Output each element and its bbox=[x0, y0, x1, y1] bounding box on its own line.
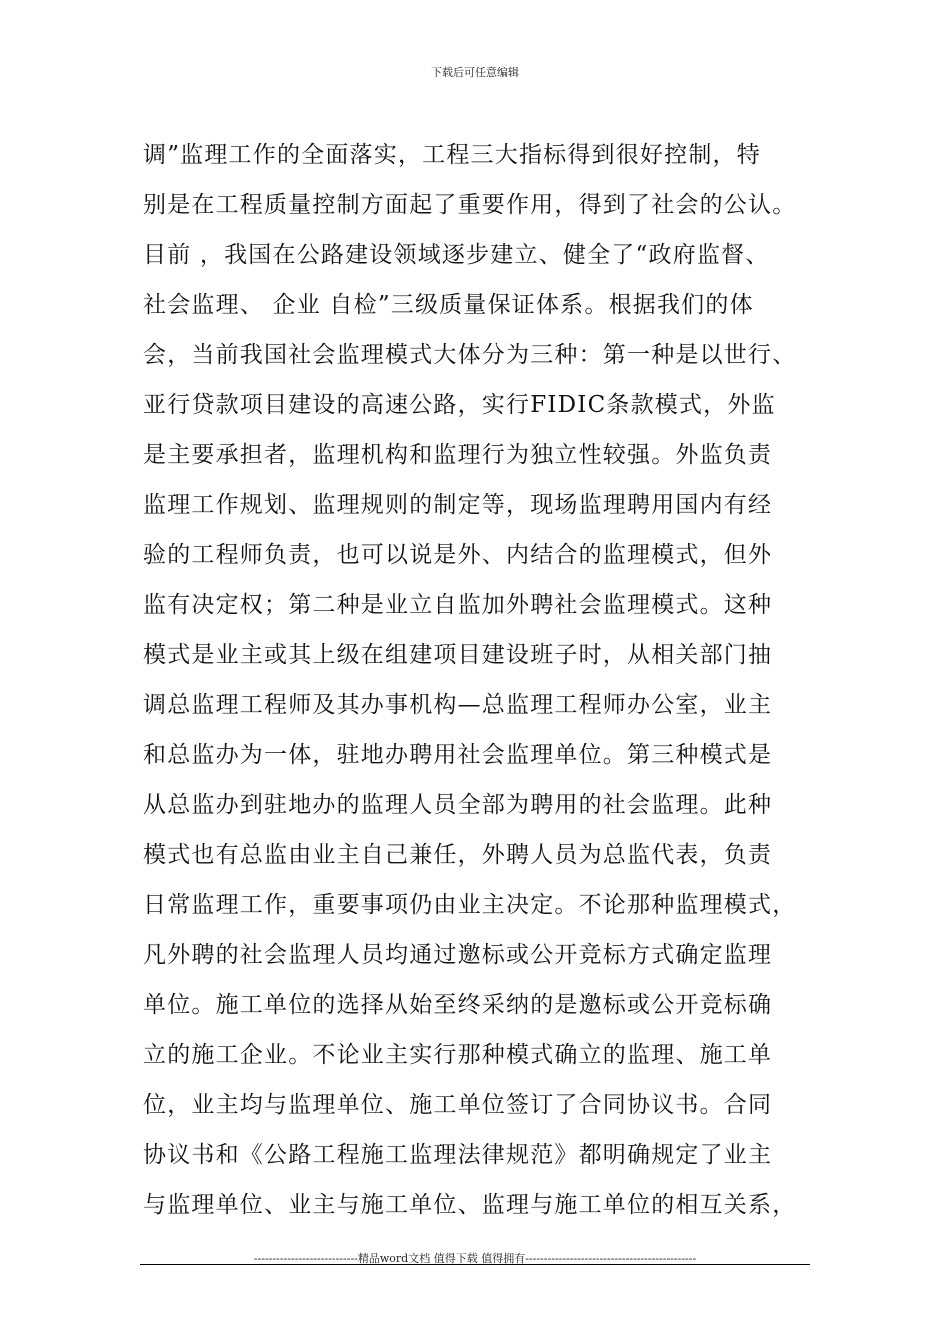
body-line: 别是在工程质量控制方面起了重要作用，得到了社会的公认。 bbox=[143, 192, 797, 218]
body-line: 和总监办为一体，驻地办聘用社会监理单位。第三种模式是 bbox=[143, 742, 773, 768]
body-line: 亚行贷款项目建设的高速公路，实行FIDIC条款模式，外监 bbox=[143, 392, 776, 418]
body-line: 从总监办到驻地办的监理人员全部为聘用的社会监理。此种 bbox=[143, 792, 773, 818]
body-line: 日常监理工作，重要事项仍由业主决定。不论那种监理模式， bbox=[143, 892, 797, 918]
body-line: 与监理单位、业主与施工单位、监理与施工单位的相互关系， bbox=[143, 1192, 797, 1218]
footer-divider bbox=[140, 1264, 810, 1265]
body-line: 单位。施工单位的选择从始至终采纳的是邀标或公开竞标确 bbox=[143, 992, 773, 1018]
body-line: 目前 ，我国在公路建设领域逐步建立、健全了“政府监督、 bbox=[143, 242, 770, 268]
body-line: 监有决定权；第二种是业立自监加外聘社会监理模式。这种 bbox=[143, 592, 773, 618]
body-line: 会，当前我国社会监理模式大体分为三种：第一种是以世行、 bbox=[143, 342, 797, 368]
body-line: 调总监理工程师及其办事机构—总监理工程师办公室，业主 bbox=[143, 692, 773, 718]
body-line: 验的工程师负责，也可以说是外、内结合的监理模式，但外 bbox=[143, 542, 773, 568]
body-line: 是主要承担者，监理机构和监理行为独立性较强。外监负责 bbox=[143, 442, 773, 468]
body-line: 模式是业主或其上级在组建项目建设班子时，从相关部门抽 bbox=[143, 642, 773, 668]
body-line: 位，业主均与监理单位、施工单位签订了合同协议书。合同 bbox=[143, 1092, 773, 1118]
body-line: 模式也有总监由业主自己兼任，外聘人员为总监代表，负责 bbox=[143, 842, 773, 868]
body-line: 凡外聘的社会监理人员均通过邀标或公开竞标方式确定监理 bbox=[143, 942, 773, 968]
body-line: 社会监理、 企业 自检”三级质量保证体系。根据我们的体 bbox=[143, 292, 754, 318]
body-line: 立的施工企业。不论业主实行那种模式确立的监理、施工单 bbox=[143, 1042, 773, 1068]
page-header: 下载后可任意编辑 bbox=[431, 66, 519, 79]
body-line: 监理工作规划、监理规则的制定等，现场监理聘用国内有经 bbox=[143, 492, 773, 518]
page-footer: ----------------------------精品word文档 值得下载 值得拥有---------------------------------------------- bbox=[253, 1252, 697, 1265]
body-line: 协议书和《公路工程施工监理法律规范》都明确规定了业主 bbox=[143, 1142, 773, 1168]
document-body bbox=[143, 130, 823, 1230]
body-line: 调”监理工作的全面落实，工程三大指标得到很好控制，特 bbox=[143, 142, 761, 168]
